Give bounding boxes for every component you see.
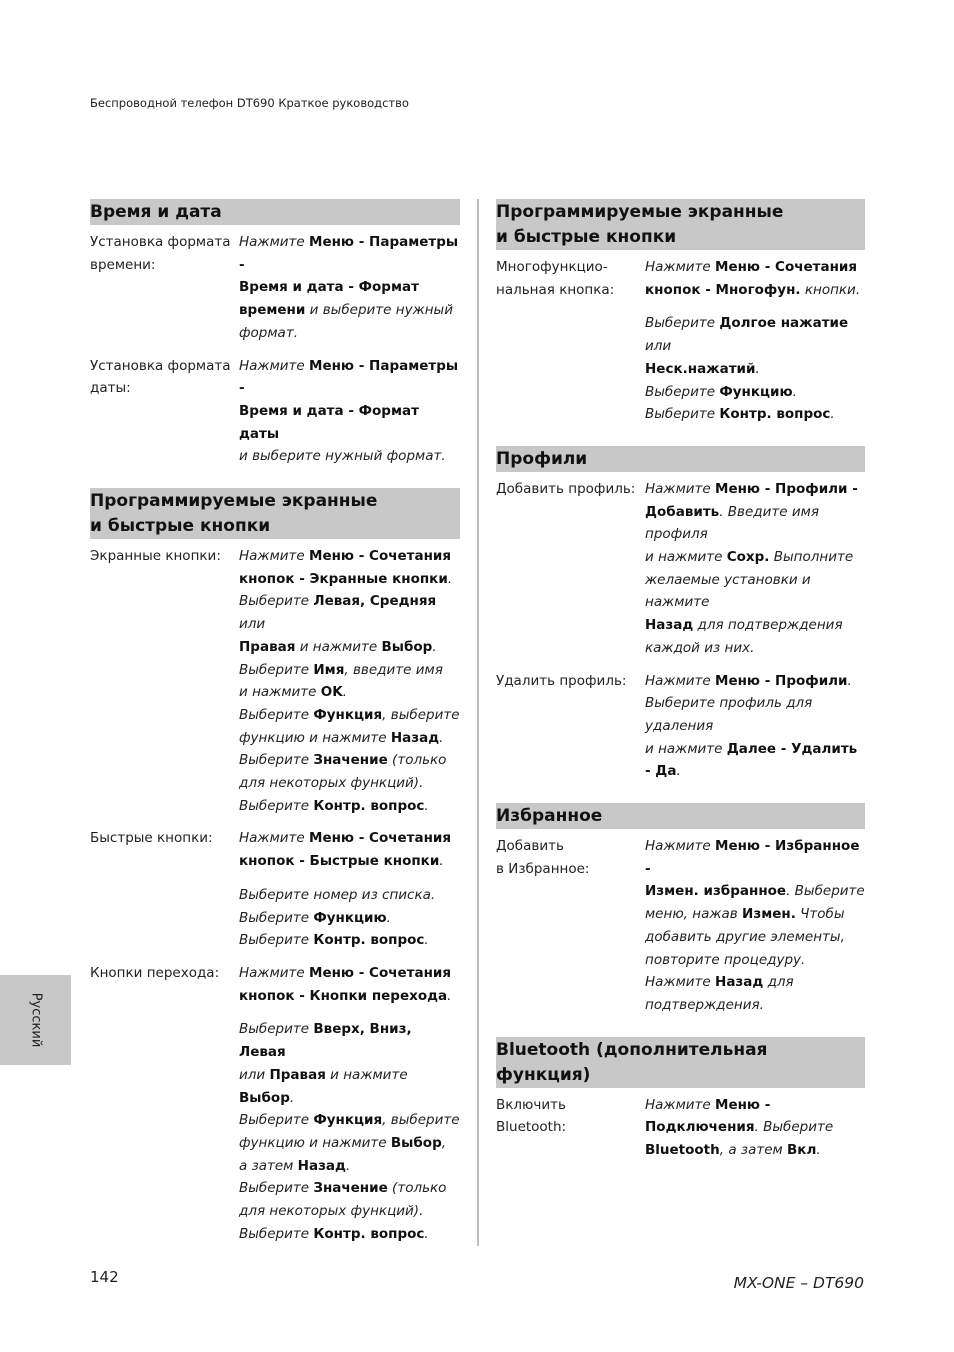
instruction-text: Выберите: [645, 315, 720, 332]
setting-label: [90, 545, 239, 817]
section-heading-line: Время и дата: [90, 202, 222, 222]
instruction-text: .: [342, 684, 347, 701]
command-text: времени: [239, 302, 306, 319]
setting-label-line: Быстрые кнопки:: [90, 830, 213, 847]
instruction-paragraph: [239, 962, 460, 1007]
setting-row: [90, 962, 460, 1245]
setting-label-line: Кнопки перехода:: [90, 964, 220, 981]
instruction-line: [645, 358, 865, 381]
instruction-text: Нажмите: [239, 548, 310, 565]
instruction-text: а затем: [239, 1157, 298, 1174]
instruction-paragraph: [645, 1094, 865, 1162]
instruction-line: [239, 636, 460, 659]
command-text: Выбор: [381, 638, 433, 655]
command-text: Меню - Сочетания: [309, 548, 452, 565]
setting-label-line: Удалить профиль:: [496, 672, 627, 689]
instruction-line: [239, 276, 460, 299]
command-text: Добавить: [645, 503, 720, 520]
setting-label: [90, 827, 239, 952]
instruction-paragraph: [645, 478, 865, 660]
instruction-text: .: [439, 853, 444, 870]
instruction-line: [645, 256, 865, 279]
instruction-text: .: [439, 729, 444, 746]
command-text: Измен.: [742, 906, 796, 923]
instruction-text: ,: [441, 1134, 447, 1151]
command-text: OK: [320, 684, 343, 701]
instruction-line: [645, 1116, 865, 1139]
instruction-line: [239, 355, 460, 400]
instruction-text: и нажмите: [239, 684, 321, 701]
command-text: Сохр.: [726, 549, 770, 566]
section-heading-line: Профили: [496, 448, 588, 469]
instruction-text: Нажмите: [645, 838, 716, 855]
command-text: Функция: [313, 706, 383, 723]
command-text: Меню - Сочетания: [715, 259, 858, 275]
instruction-line: [239, 704, 460, 727]
instruction-line: [239, 1018, 460, 1063]
instruction-text: . Выберите: [786, 883, 865, 900]
instruction-text: для подтверждения: [693, 617, 843, 634]
section: [90, 488, 460, 1245]
instruction-paragraph: [239, 1018, 460, 1245]
section-heading: [90, 199, 460, 225]
instruction-paragraph: [239, 231, 460, 345]
section-heading-line: Избранное: [496, 806, 603, 827]
instruction: [645, 670, 865, 784]
section-heading: [496, 1037, 865, 1088]
instruction-text: Выберите: [239, 1225, 314, 1242]
section: [496, 803, 865, 1017]
instruction-line: [239, 1064, 460, 1109]
instruction-line: [239, 1132, 460, 1155]
instruction-text: , выберите: [382, 706, 460, 723]
setting-label-line: даты:: [90, 380, 131, 397]
instruction-paragraph: [239, 884, 460, 952]
instruction-text: . Введите имя профиля: [645, 503, 819, 543]
instruction-line: [239, 929, 460, 952]
setting-row: [90, 231, 460, 345]
section: [496, 1037, 865, 1162]
command-text: Меню - Параметры -: [239, 234, 459, 273]
command-text: Имя: [313, 661, 345, 678]
section: [496, 446, 865, 783]
instruction-text: и нажмите: [325, 1066, 408, 1083]
instruction-text: .: [424, 797, 429, 814]
command-text: Меню - Сочетания: [309, 964, 452, 981]
instruction-line: [239, 659, 460, 682]
instruction-text: Выполните: [769, 549, 854, 566]
setting-label-line: Установка формата: [90, 357, 231, 374]
command-text: Меню - Профили -: [715, 480, 858, 497]
instruction-text: для: [763, 974, 794, 991]
instruction-text: или: [239, 616, 266, 633]
instruction-line: [239, 962, 460, 985]
instruction-line: [645, 926, 865, 949]
instruction-line: [239, 568, 460, 591]
instruction-text: .: [447, 987, 452, 1004]
instruction: [645, 1094, 865, 1162]
setting-label: [496, 1094, 645, 1162]
instruction-line: [239, 681, 460, 704]
instruction-text: для некоторых функций).: [239, 775, 424, 792]
command-text: Назад: [715, 974, 764, 991]
command-text: Контр. вопрос: [313, 797, 425, 814]
instruction: [239, 355, 460, 469]
instruction-text: Нажмите: [645, 672, 716, 689]
setting-row: [90, 827, 460, 952]
command-text: Назад: [297, 1157, 346, 1174]
instruction-text: , а затем: [719, 1142, 788, 1159]
instruction-text: .: [847, 672, 852, 689]
instruction-text: (только: [387, 1180, 447, 1197]
setting-label: [496, 670, 645, 784]
left-column: [90, 199, 460, 1265]
instruction: [645, 256, 865, 426]
command-text: кнопок - Кнопки перехода: [239, 987, 448, 1004]
instruction-line: [645, 835, 865, 880]
instruction-text: Выберите: [645, 383, 720, 400]
instruction-paragraph: [239, 545, 460, 817]
instruction-line: [645, 279, 865, 302]
instruction-text: и нажмите: [645, 740, 727, 757]
command-text: Правая: [239, 638, 296, 655]
page-number: 142: [90, 1268, 119, 1286]
running-header: Беспроводной телефон DT690 Краткое руководство: [90, 96, 409, 110]
instruction-text: функцию и нажмите: [239, 729, 391, 746]
instruction-text: Нажмите: [239, 357, 310, 374]
language-tab-label: Русский: [28, 992, 43, 1048]
setting-label-line: Включить: [496, 1096, 566, 1113]
instruction-line: [239, 545, 460, 568]
command-text: Функция: [313, 1112, 383, 1129]
instruction-text: Выберите: [239, 1112, 314, 1129]
setting-label: [90, 355, 239, 469]
section-heading: [496, 803, 865, 829]
instruction-line: [239, 749, 460, 772]
instruction-text: .: [289, 1089, 295, 1106]
instruction-text: .: [424, 1225, 429, 1242]
instruction-line: [645, 312, 865, 357]
setting-row: [90, 545, 460, 817]
instruction-line: [239, 827, 460, 850]
instruction-text: подтверждения.: [645, 996, 764, 1013]
setting-row: [496, 256, 865, 426]
instruction-text: Выберите профиль для удаления: [645, 695, 813, 734]
instruction-line: [239, 1223, 460, 1246]
instruction-text: Выберите номер из списка.: [239, 886, 436, 903]
instruction-text: Нажмите: [645, 974, 716, 991]
instruction-line: [239, 299, 460, 322]
instruction-text: Выберите: [239, 1180, 314, 1197]
section: [496, 199, 865, 426]
instruction: [645, 835, 865, 1017]
instruction-text: .: [345, 1157, 351, 1174]
setting-label: [496, 835, 645, 1017]
instruction: [239, 827, 460, 952]
instruction-line: [239, 850, 460, 873]
command-text: кнопок - Быстрые кнопки: [239, 853, 440, 870]
section-heading: [496, 199, 865, 250]
instruction-text: или: [645, 338, 672, 355]
instruction-text: . Выберите: [754, 1119, 834, 1136]
section-heading-line: и быстрые кнопки: [90, 516, 271, 537]
instruction-text: кнопки.: [800, 281, 861, 298]
command-text: Вкл: [787, 1142, 817, 1159]
instruction-text: .: [816, 1142, 821, 1159]
setting-label-line: времени:: [90, 256, 156, 273]
instruction-line: [239, 231, 460, 276]
instruction-text: Чтобы: [795, 906, 845, 923]
section-heading-line: и быстрые кнопки: [496, 227, 677, 247]
instruction-text: Выберите: [239, 752, 314, 769]
section: [90, 199, 460, 468]
instruction-line: [239, 1177, 460, 1200]
instruction-line: [239, 400, 460, 445]
command-text: Выбор: [390, 1134, 442, 1151]
setting-label: [496, 478, 645, 660]
instruction-text: для некоторых функций).: [239, 1203, 424, 1220]
instruction-line: [239, 1109, 460, 1132]
instruction-text: и нажмите: [295, 638, 382, 655]
setting-label: [496, 256, 645, 426]
instruction-text: Выберите: [239, 661, 314, 678]
setting-label: [90, 962, 239, 1245]
instruction-text: формат.: [239, 324, 298, 341]
instruction-text: .: [386, 909, 391, 926]
command-text: Далее - Удалить - Да: [645, 740, 858, 780]
instruction-text: меню, нажав: [645, 906, 743, 923]
instruction-text: , введите имя: [344, 661, 443, 678]
instruction-text: и нажмите: [645, 549, 727, 566]
command-text: Измен. избранное: [645, 883, 787, 900]
instruction-line: [645, 546, 865, 569]
column-divider: [477, 199, 479, 1246]
setting-label-line: Установка формата: [90, 234, 231, 250]
instruction-line: [239, 884, 460, 907]
instruction-text: добавить другие элементы,: [645, 928, 845, 945]
instruction-text: Нажмите: [645, 259, 716, 275]
instruction-line: [645, 971, 865, 994]
instruction-line: [645, 994, 865, 1017]
setting-label-line: в Избранное:: [496, 860, 590, 877]
setting-label-line: нальная кнопка:: [496, 281, 615, 298]
command-text: Значение: [313, 1180, 388, 1197]
instruction-line: [239, 445, 460, 468]
command-text: Время и дата - Формат: [239, 279, 419, 296]
section-heading: [496, 446, 865, 472]
instruction-text: Нажмите: [239, 830, 310, 847]
instruction-line: [645, 738, 865, 783]
right-column: [496, 199, 865, 1182]
instruction-text: или: [239, 1066, 270, 1083]
command-text: Подключения: [645, 1119, 755, 1136]
instruction-line: [645, 569, 865, 614]
instruction-line: [645, 403, 865, 426]
instruction-paragraph: [645, 312, 865, 426]
instruction-text: и выберите нужный: [305, 302, 453, 319]
instruction-text: Выберите: [239, 797, 314, 814]
instruction-text: повторите процедуру.: [645, 951, 806, 968]
instruction: [239, 545, 460, 817]
setting-label-line: Добавить: [496, 838, 564, 855]
instruction-text: .: [755, 360, 760, 377]
command-text: Функцию: [313, 909, 387, 926]
command-text: Контр. вопрос: [313, 1225, 425, 1242]
instruction-paragraph: [645, 835, 865, 1017]
instruction-text: Выберите: [239, 1021, 314, 1038]
command-text: Контр. вопрос: [719, 406, 831, 423]
setting-label: [90, 231, 239, 345]
instruction-paragraph: [645, 256, 865, 301]
instruction-paragraph: [239, 355, 460, 469]
instruction-line: [645, 949, 865, 972]
instruction-text: .: [432, 638, 437, 655]
instruction: [239, 231, 460, 345]
command-text: Правая: [269, 1066, 326, 1083]
instruction-line: [239, 727, 460, 750]
instruction-line: [645, 692, 865, 737]
setting-label-line: Многофункцио-: [496, 259, 608, 275]
command-text: Меню - Профили: [715, 672, 848, 689]
command-text: кнопок - Многофун.: [645, 281, 801, 298]
setting-label-line: Экранные кнопки:: [90, 548, 221, 565]
instruction-text: Выберите: [239, 909, 314, 926]
section-heading-line: Программируемые экранные: [496, 202, 784, 222]
setting-row: [496, 1094, 865, 1162]
command-text: Долгое нажатие: [719, 315, 849, 332]
instruction-text: .: [424, 932, 429, 949]
instruction-text: и выберите нужный формат.: [239, 448, 446, 465]
instruction-text: Нажмите: [239, 964, 310, 981]
instruction-text: .: [676, 763, 681, 780]
instruction-paragraph: [645, 670, 865, 784]
command-text: Функцию: [719, 383, 793, 400]
instruction-text: Выберите: [645, 406, 720, 423]
command-text: Меню -: [715, 1096, 771, 1113]
instruction-text: Нажмите: [645, 480, 716, 497]
command-text: Контр. вопрос: [313, 932, 425, 949]
instruction-line: [645, 614, 865, 637]
instruction-text: .: [447, 570, 453, 587]
command-text: Назад: [645, 617, 694, 634]
section-heading-line: Bluetooth (дополнительная функция): [496, 1039, 768, 1085]
instruction-line: [239, 1200, 460, 1223]
instruction-line: [239, 985, 460, 1008]
instruction-line: [239, 590, 460, 635]
instruction-line: [645, 1139, 865, 1162]
instruction-text: Выберите: [239, 932, 314, 949]
command-text: Назад: [390, 729, 440, 746]
section-heading-line: Программируемые экранные: [90, 491, 378, 512]
instruction-line: [645, 880, 865, 903]
command-text: Вверх, Вниз, Левая: [239, 1021, 412, 1061]
setting-row: [90, 355, 460, 469]
instruction: [645, 478, 865, 660]
instruction-text: , выберите: [382, 1112, 460, 1129]
language-tab: [0, 975, 71, 1065]
instruction-line: [645, 381, 865, 404]
setting-label-line: Bluetooth:: [496, 1119, 567, 1136]
command-text: Выбор: [239, 1089, 290, 1106]
instruction-line: [645, 501, 865, 546]
instruction-line: [645, 670, 865, 693]
setting-row: [496, 670, 865, 784]
command-text: Неск.нажатий: [645, 360, 756, 377]
instruction-line: [645, 637, 865, 660]
instruction-text: Выберите: [239, 593, 314, 610]
instruction-text: Нажмите: [239, 234, 310, 250]
command-text: Bluetooth: [645, 1142, 720, 1159]
command-text: Меню - Сочетания: [309, 830, 452, 847]
command-text: кнопок - Экранные кнопки: [239, 570, 448, 587]
instruction-text: каждой из них.: [645, 639, 755, 656]
instruction-line: [239, 1155, 460, 1178]
instruction-text: .: [792, 383, 797, 400]
command-text: Значение: [313, 752, 388, 769]
instruction-text: функцию и нажмите: [239, 1134, 391, 1151]
command-text: Левая, Средняя: [313, 593, 437, 610]
instruction-line: [239, 772, 460, 795]
instruction-text: Выберите: [239, 706, 314, 723]
setting-label-line: Добавить профиль:: [496, 480, 636, 497]
instruction-line: [645, 478, 865, 501]
command-text: Меню - Избранное -: [645, 838, 860, 877]
instruction-line: [239, 907, 460, 930]
instruction-line: [645, 1094, 865, 1117]
instruction-text: желаемые установки и нажмите: [645, 571, 811, 611]
setting-row: [496, 478, 865, 660]
section-heading: [90, 488, 460, 539]
instruction: [239, 962, 460, 1245]
instruction-text: .: [830, 406, 835, 423]
command-text: Время и дата - Формат даты: [239, 402, 419, 442]
instruction-text: Нажмите: [645, 1096, 716, 1113]
setting-row: [496, 835, 865, 1017]
command-text: Меню - Параметры -: [239, 357, 459, 397]
instruction-line: [239, 795, 460, 818]
instruction-paragraph: [239, 827, 460, 872]
instruction-text: (только: [387, 752, 447, 769]
product-name: MX-ONE – DT690: [733, 1274, 864, 1292]
instruction-line: [239, 322, 460, 345]
instruction-line: [645, 903, 865, 926]
